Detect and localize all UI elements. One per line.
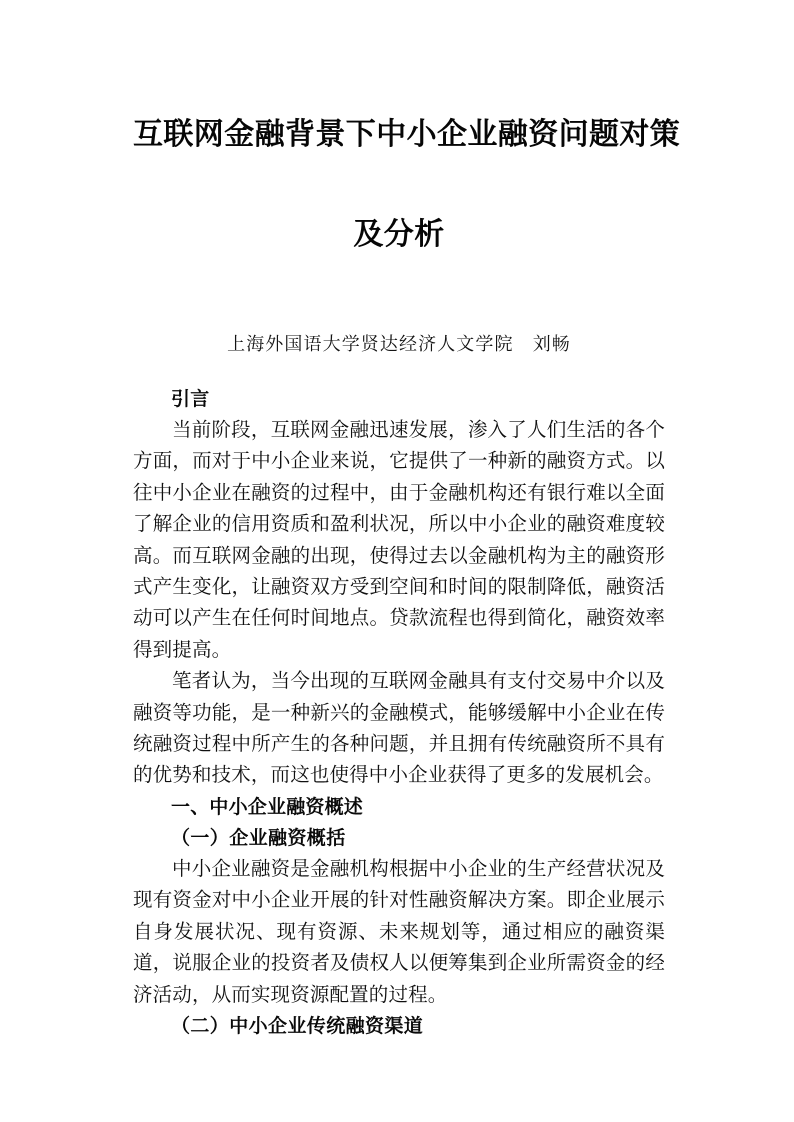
section-heading-1: 一、中小企业融资概述 xyxy=(171,796,364,818)
document-content-column xyxy=(133,0,681,1042)
subsection-heading-1-1: （一）企业融资概括 xyxy=(171,827,346,849)
paragraph-subsection-1-1: 中小企业融资是金融机构根据中小企业的生产经营状况及现有资金对中小企业开展的针对性融资解决方案。即企业展示自身发展状况、现有资源、未来规划等，通过相应的融资渠道，说服企业的投资者及债权人以便筹集到企业所需资金的经济活动，从而实现资源配置的过程。 xyxy=(133,858,665,1006)
paragraph-introduction-1: 当前阶段，互联网金融迅速发展，渗入了人们生活的各个方面，而对于中小企业来说，它提供了一种新的融资方式。以往中小企业在融资的过程中，由于金融机构还有银行难以全面了解企业的信用资质和盈利状况，所以中小企业的融资难度较高。而互联网金融的出现，使得过去以金融机构为主的融资形式产生变化，让融资双方受到空间和时间的限制降低，融资活动可以产生在任何时间地点。贷款流程也得到简化，融资效率得到提高。 xyxy=(133,420,665,661)
page-title-line-2: 及分析 xyxy=(353,218,445,251)
section-heading-introduction: 引言 xyxy=(171,389,210,410)
page-title xyxy=(133,111,681,258)
paragraph-introduction-2: 笔者认为，当今出现的互联网金融具有支付交易中介以及融资等功能，是一种新兴的金融模式，能够缓解中小企业在传统融资过程中所产生的各种问题，并且拥有传统融资所不具有的优势和技术，而这也使得中小企业获得了更多的发展机会。 xyxy=(133,671,665,787)
author-affiliation-byline: 上海外国语大学贤达经济人文学院 刘畅 xyxy=(227,334,571,354)
page-title-line-1: 互联网金融背景下中小企业融资问题对策 xyxy=(133,118,681,151)
subsection-heading-1-2: （二）中小企业传统融资渠道 xyxy=(171,1015,424,1037)
